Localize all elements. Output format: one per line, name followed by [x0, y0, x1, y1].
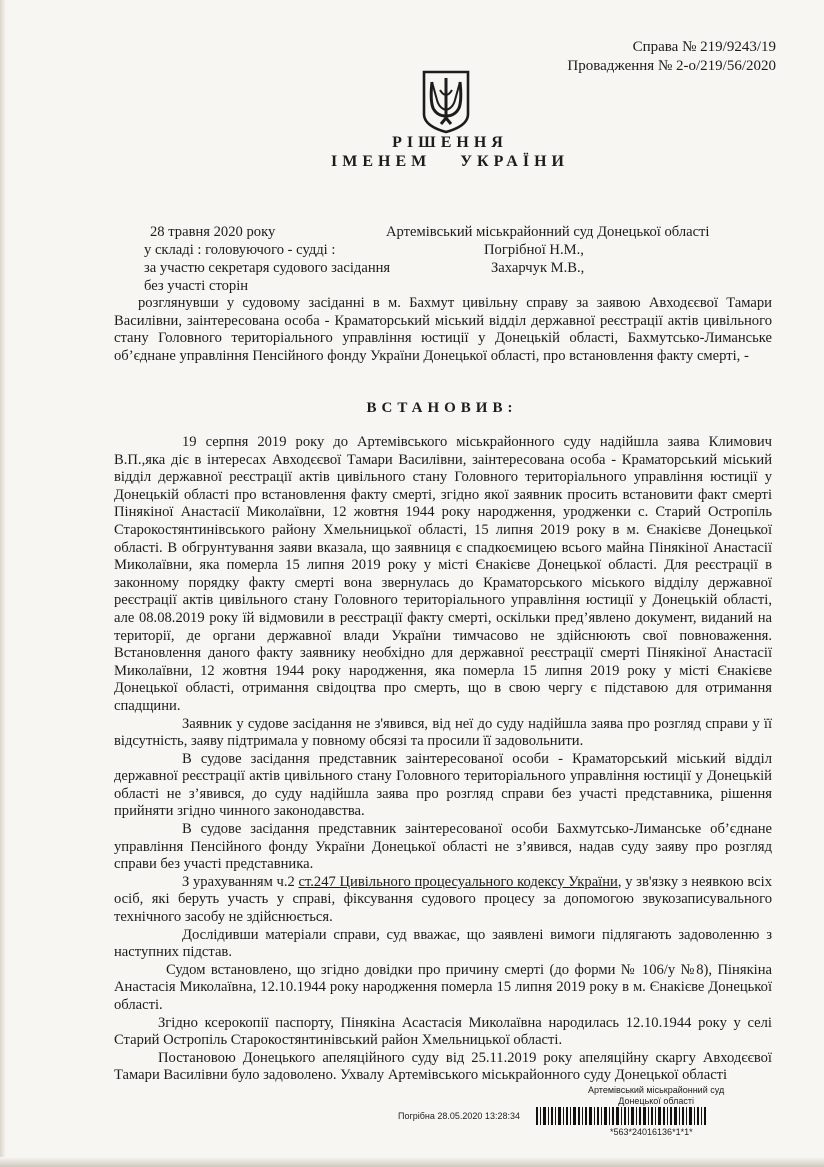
- page-bottom-shadow: [0, 1157, 824, 1167]
- paragraph-passport: Згідно ксерокопії паспорту, Пінякіна Асастасія Миколаївна народилась 12.10.1944 року у селі Старий Остропіль Старокостянтинівський район Хмельницької області.: [114, 1014, 772, 1049]
- case-number: Справа № 219/9243/19: [632, 39, 776, 55]
- court-name: Артемівський міськрайонний суд Донецької області: [386, 224, 710, 240]
- paragraph-applicant-absence: Заявник у судове засідання не з'явився, від неї до суду надійшла заява про розгляд справи у її відсутність, заяву підтримала у повному обсязі та просили її задовольнити.: [114, 715, 772, 750]
- paragraph-interested-party-1: В судове засідання представник заінтересованої особи - Краматорський міський відділ державної реєстрації актів цивільного стану Головного територіального управління юстиції у Донецькій області не з’явився, до суду надійшла заява про розгляд справи без участі представника, рішення прийняти згідно чинного законодавства.: [114, 750, 772, 820]
- case-number-block: [567, 38, 776, 76]
- proceeding-number: Провадження № 2-о/219/56/2020: [567, 58, 776, 74]
- page-edge-shadow: [0, 0, 6, 1167]
- paragraph-interested-party-2: В судове засідання представник заінтересованої особи Бахмутсько-Лиманське об’єднане управління Пенсійного фонду України Донецької області не з’явився, надав суду заяву про розгляд справи без участі представника.: [114, 821, 772, 873]
- body-paragraphs: [114, 434, 772, 1085]
- paragraph-appeal: Постановою Донецького апеляційного суду від 25.11.2019 року апеляційну скаргу Авходєєвої Тамари Василівни було задоволено. Ухвалу Артемівського міськрайонного суду Донецької області: [114, 1049, 772, 1084]
- judge-name: Погрібної Н.М.,: [484, 242, 584, 258]
- paragraph-procedural-note: [114, 874, 772, 927]
- trident-emblem-icon: [421, 70, 471, 134]
- barcode-number: *563*24016136*1*1*: [610, 1127, 693, 1137]
- decision-date: 28 травня 2020 року: [150, 224, 276, 240]
- paragraph-established-fact: Судом встановлено, що згідно довідки про причину смерті (до форми № 106/у №8), Пінякіна Анастасія Миколаївна, 12.10.1944 року народження померла 15 липня 2019 року в м. Єнакієве Донецької області.: [114, 961, 772, 1013]
- document-title: РІШЕННЯ: [392, 134, 508, 151]
- barcode-icon: [536, 1107, 706, 1125]
- paragraph-claim: 19 серпня 2019 року до Артемівського міськрайонного суду надійшла заява Климович В.П.,яка діє в інтересах Авходєєвої Тамари Василівни, заінтересована особа - Краматорський міський відділ державної реєстрації актів цивільного стану Головного територіального управління юстиції у Донецькій області про встановлення факту смерті, згідно якої заявник просить встановити факт смерті Пінякіної Анастасії Миколаївни, 12 жовтня 1944 року народження, уродженки с. Старий Остропіль Старокостянтинівського району Хмельницької області, 15 липня 2019 року в м. Єнакієве Донецької області. В обгрунтування заяви вказала, що заявниця є спадкоємицею всього майна Пінякіної Анастасії Миколаївни, яка померла 15 липня 2019 року у місті Єнакієве Донецької області. Для реєстрації в законному порядку факту смерті вона звернулась до Краматорського міського відділу державної реєстрації актів цивільного стану Головного територіального управління юстиції у Донецькій області, але 08.08.2019 року їй відмовили в реєстрації факту смерті, оскільки пред’явлено документ, виданий на території, де органи державної влади України тимчасово не здійснюють свої повноваження. Встановлення даного факту заявнику необхідно для державної реєстрації смерті Пінякіної Анастасії Миколаївни, 12 жовтня 1944 року народження, яка померла 15 липня 2019 року у місті Єнакієве Донецької області, отримання свідоцтва про смерть, що в свою чергу є підставою для отримання спадщини.: [114, 434, 772, 714]
- section-heading: ВСТАНОВИВ:: [366, 400, 518, 416]
- secretary-label: за участю секретаря судового засідання: [144, 260, 391, 276]
- composition-label: у складі : головуючого - судді :: [144, 242, 336, 258]
- intro-paragraph: розглянувши у судовому засіданні в м. Бахмут цивільну справу за заявою Авходєєвої Тамари Василівни, заінтересована особа - Краматорський міський відділ державної реєстрації актів цивільного стану Головного територіального управління юстиції у Донецькій області, Бахмутсько-Лиманське об’єднане управління Пенсійного фонду України Донецької області, про встановлення факту смерті, -: [114, 295, 772, 364]
- parties-note: без участі сторін: [144, 278, 249, 294]
- document-subtitle: ІМЕНЕМ УКРАЇНИ: [331, 153, 569, 170]
- paragraph-court-assessment: Дослідивши матеріали справи, суд вважає, що заявлені вимоги підлягають задоволенню з наступних підстав.: [114, 926, 772, 961]
- court-stamp: [588, 1085, 724, 1107]
- signer-timestamp: Погрібна 28.05.2020 13:28:34: [398, 1111, 520, 1121]
- court-stamp-line1: Артемівський міськрайонний суд: [588, 1085, 725, 1095]
- procedural-note-prefix: З урахуванням ч.2: [182, 873, 299, 890]
- secretary-name: Захарчук М.В.,: [491, 260, 585, 276]
- intro-paragraph-block: [114, 295, 772, 365]
- court-stamp-line2: Донецької області: [618, 1096, 694, 1106]
- civil-procedure-code-link[interactable]: ст.247 Цивільного процесуального кодексу України: [298, 873, 618, 890]
- procedural-note-suffix: , у зв'язку з неявкою всіх осіб, які беруть участь у справі, фіксування судового процесу за допомогою звукозаписувального технічного засобу не здійснюється.: [114, 873, 773, 926]
